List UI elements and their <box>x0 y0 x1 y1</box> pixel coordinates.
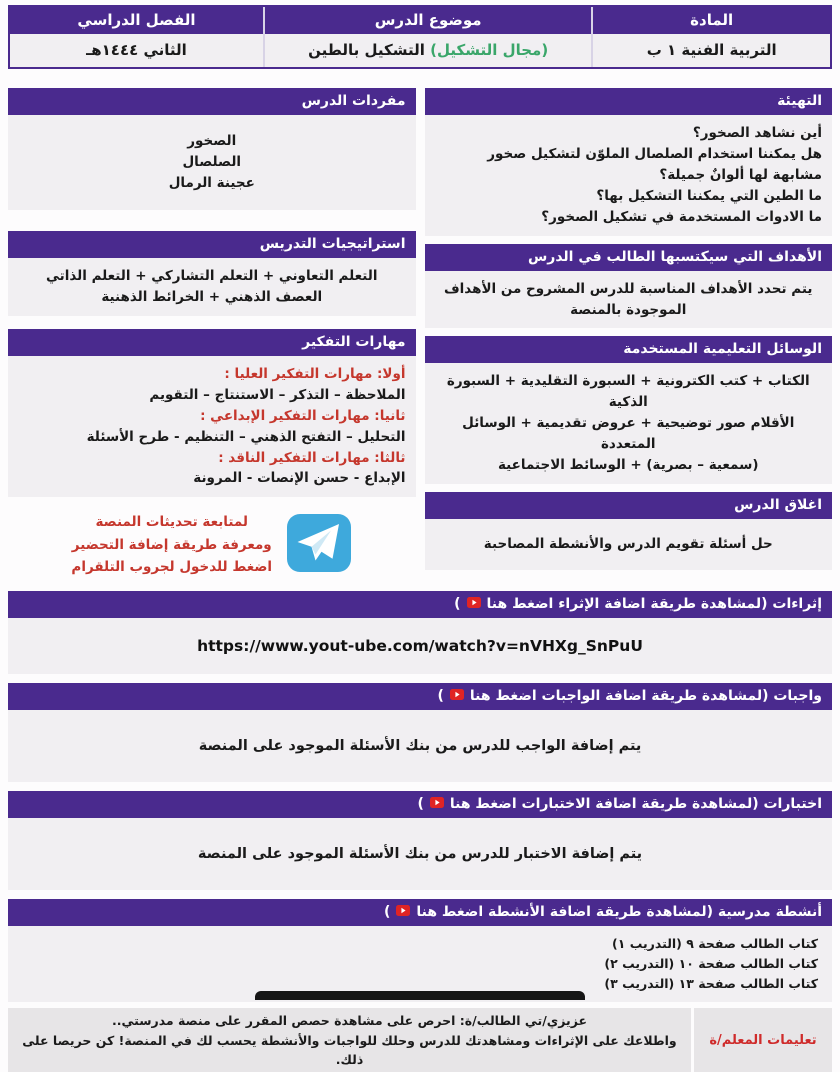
telegram-line[interactable]: اضغط للدخول لجروب التلقرام <box>71 558 273 575</box>
enrichments-close-paren: ) <box>454 596 461 613</box>
homework-header-link[interactable] <box>8 683 832 710</box>
telegram-icon[interactable] <box>286 513 352 577</box>
instructions-line: واطلاعك على الإثراءات ومشاهدتك للدرس وحلك للواجبات والأنشطة يحسب لك في المنصة! كن حريصا على ذلك. <box>22 1032 677 1067</box>
enrichments-label[interactable]: إثراءات (لمشاهدة طريقة اضافة الإثراء اضغط هنا <box>486 596 822 613</box>
strategies-title: استراتيجيات التدريس <box>8 231 416 258</box>
strategies-line: التعلم التعاوني + التعلم التشاركي + التعلم الذاتي <box>46 268 378 284</box>
activity-item: كتاب الطالب صفحة ١٠ (التدريب ٢) <box>604 956 818 972</box>
subject-column <box>593 7 830 67</box>
thinking-line: الإبداع - حسن الإنصات - المرونة <box>193 470 406 487</box>
bottom-black-bar <box>255 991 585 1000</box>
section-materials <box>425 336 833 484</box>
warmup-line: أين نشاهد الصخور؟ <box>692 125 822 141</box>
lesson-info-table <box>8 5 832 69</box>
vocabulary-title: مفردات الدرس <box>8 88 416 115</box>
materials-line: الأقلام صور توضيحية + عروض تقديمية + الوسائل المتعددة <box>462 415 795 453</box>
youtube-icon[interactable] <box>430 791 444 818</box>
warmup-line: ما الادوات المستخدمة في تشكيل الصخور؟ <box>541 208 822 225</box>
telegram-line[interactable]: لمتابعة تحديثات المنصة <box>95 514 249 531</box>
instructions-line: عزيزي/تي الطالب/ة: احرص على مشاهدة حصص المقرر على منصة مدرستي.. <box>111 1013 588 1029</box>
section-vocabulary <box>8 88 416 210</box>
thinking-heading: أولا: مهارات التفكير العليا : <box>224 365 406 382</box>
thinking-line: الملاحظة – التذكر – الاستنتاج – التقويم <box>149 386 406 403</box>
right-column <box>425 88 833 578</box>
activities-header-link[interactable] <box>8 899 832 926</box>
teacher-instructions-body <box>8 1008 691 1072</box>
thinking-content <box>8 356 416 498</box>
topic-value <box>265 34 591 67</box>
closing-title: اغلاق الدرس <box>425 492 833 519</box>
tests-content: يتم إضافة الاختبار للدرس من بنك الأسئلة الموجود على المنصة <box>8 818 832 890</box>
vocabulary-item: الصلصال <box>182 154 242 171</box>
activity-item: كتاب الطالب صفحة ١٣ (التدريب ٣) <box>604 976 818 992</box>
topic-rest: التشكيل بالطين <box>308 41 431 59</box>
materials-line: الكتاب + كتب الكترونية + السبورة التقليدية + السبورة الذكية <box>446 373 810 411</box>
homework-content: يتم إضافة الواجب للدرس من بنك الأسئلة الموجود على المنصة <box>8 710 832 782</box>
section-enrichments <box>8 591 832 674</box>
section-thinking-skills <box>8 329 416 498</box>
youtube-icon[interactable] <box>467 591 481 618</box>
thinking-title: مهارات التفكير <box>8 329 416 356</box>
section-closing <box>425 492 833 570</box>
objectives-content: يتم تحدد الأهداف المناسبة للدرس المشروح من الأهداف الموجودة بالمنصة <box>425 271 833 329</box>
teacher-instructions-label: تعليمات المعلم/ة <box>691 1008 832 1072</box>
telegram-line[interactable]: ومعرفة طريقة إضافة التحضير <box>71 536 272 553</box>
youtube-icon[interactable] <box>396 899 410 926</box>
topic-domain-green: (مجال التشكيل) <box>430 41 549 59</box>
thinking-heading: ثانيا: مهارات التفكير الإبداعي : <box>200 407 406 424</box>
strategies-line: العصف الذهني + الخرائط الذهنية <box>101 288 323 305</box>
vocabulary-item: الصخور <box>187 133 237 150</box>
section-strategies <box>8 231 416 316</box>
activities-label[interactable]: أنشطة مدرسية (لمشاهدة طريقة اضافة الأنشطة اضغط هنا <box>416 904 822 921</box>
activities-close-paren: ) <box>383 904 391 921</box>
left-column <box>8 88 416 582</box>
closing-content: حل أسئلة تقويم الدرس والأنشطة المصاحبة <box>425 519 833 570</box>
telegram-link[interactable] <box>8 507 416 582</box>
enrichments-header-link[interactable] <box>8 591 832 618</box>
warmup-title: التهيئة <box>425 88 833 115</box>
enrichments-content <box>8 618 832 674</box>
tests-header-link[interactable] <box>8 791 832 818</box>
strategies-content <box>8 258 416 316</box>
materials-line: (سمعية – بصرية) + الوسائط الاجتماعية <box>497 457 759 474</box>
teacher-instructions-row <box>8 1008 832 1072</box>
topic-header: موضوع الدرس <box>265 7 591 34</box>
vocabulary-item: عجينة الرمال <box>168 174 255 191</box>
semester-column <box>10 7 265 67</box>
section-warmup <box>425 88 833 236</box>
enrichment-url-link[interactable]: https://www.yout-ube.com/watch?v=nVHXg_SnPuU <box>197 637 643 656</box>
homework-close-paren: ) <box>437 688 444 705</box>
semester-value: الثاني ١٤٤٤هـ <box>10 34 263 67</box>
objectives-title: الأهداف التي سيكتسبها الطالب في الدرس <box>425 244 833 271</box>
section-tests <box>8 791 832 890</box>
telegram-text[interactable] <box>71 511 272 578</box>
warmup-line: هل يمكننا استخدام الصلصال الملوّن لتشكيل صخور مشابهة لها ألوانٌ جميلة؟ <box>487 145 822 183</box>
materials-content <box>425 363 833 484</box>
section-objectives <box>425 244 833 329</box>
vocabulary-content <box>8 115 416 210</box>
homework-label[interactable]: واجبات (لمشاهدة طريقة اضافة الواجبات اضغط هنا <box>469 688 822 705</box>
warmup-line: ما الطين التي يمكننا التشكيل بها؟ <box>596 187 822 204</box>
youtube-icon[interactable] <box>450 683 464 710</box>
tests-label[interactable]: اختبارات (لمشاهدة طريقة اضافة الاختبارات اضغط هنا <box>449 796 822 813</box>
semester-header: الفصل الدراسي <box>10 7 263 34</box>
warmup-content <box>425 115 833 236</box>
materials-title: الوسائل التعليمية المستخدمة <box>425 336 833 363</box>
activity-item: كتاب الطالب صفحة ٩ (التدريب ١) <box>612 936 818 952</box>
tests-close-paren: ) <box>417 796 424 813</box>
subject-value: التربية الفنية ١ ب <box>593 34 830 67</box>
subject-header: المادة <box>593 7 830 34</box>
two-column-area <box>8 88 832 582</box>
thinking-line: التحليل – التفتح الذهني – التنظيم - طرح الأسئلة <box>86 428 406 445</box>
topic-column <box>265 7 593 67</box>
thinking-heading: ثالثا: مهارات التفكير الناقد : <box>218 449 406 466</box>
section-activities <box>8 899 832 1002</box>
section-homework <box>8 683 832 782</box>
